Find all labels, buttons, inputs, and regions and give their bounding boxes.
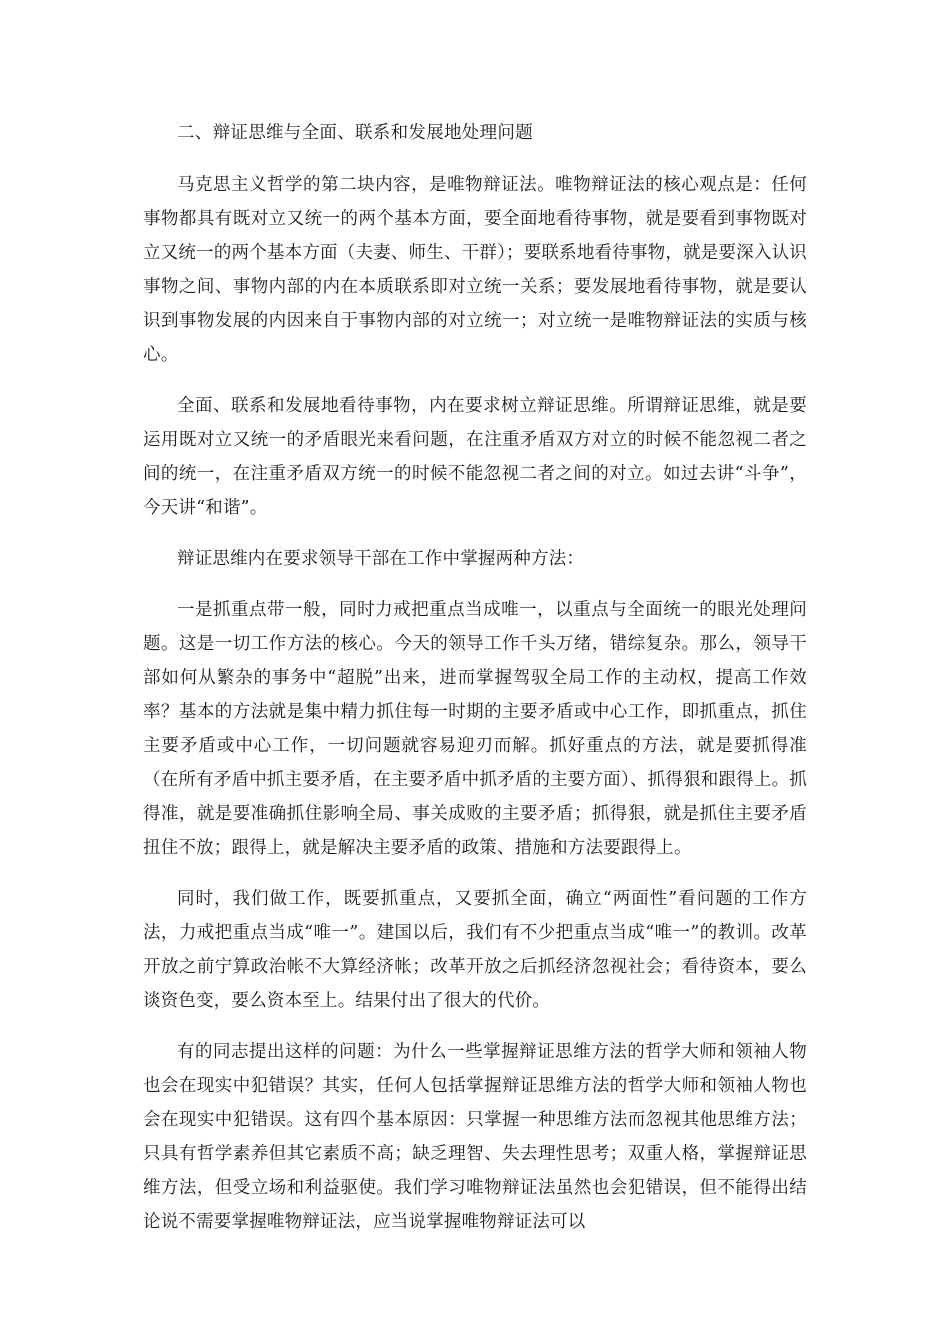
paragraph-method-two: 同时，我们做工作，既要抓重点，又要抓全面，确立“两面性”看问题的工作方法，力戒把重点当成“唯一”。建国以后，我们有不少把重点当成“唯一”的教训。改革开放之前宁算政治帐不大算经济帐；改革开放之后抓经济忽视社会；看待资本，要么谈资色变，要么资本至上。结果付出了很大的代价。 bbox=[143, 889, 807, 1011]
paragraph-dialectical-thinking: 全面、联系和发展地看待事物，内在要求树立辩证思维。所谓辩证思维，就是要运用既对立又统一的矛盾眼光来看问题，在注重矛盾双方对立的时候不能忽视二者之间的统一，在注重矛盾双方统一的时候不能忽视二者之间的对立。如过去讲“斗争”，今天讲“和谐”。 bbox=[143, 396, 807, 518]
paragraph-method-one: 一是抓重点带一般，同时力戒把重点当成唯一，以重点与全面统一的眼光处理问题。这是一切工作方法的核心。今天的领导工作千头万绪，错综复杂。那么，领导干部如何从繁杂的事务中“超脱”出来，进而掌握驾驭全局工作的主动权，提高工作效率？基本的方法就是集中精力抓住每一时期的主要矛盾或中心工作，即抓重点，抓住主要矛盾或中心工作，一切问题就容易迎刃而解。抓好重点的方法，就是要抓得准（在所有矛盾中抓主要矛盾，在主要矛盾中抓矛盾的主要方面）、抓得狠和跟得上。抓得准，就是要准确抓住影响全局、事关成败的主要矛盾；抓得狠，就是抓住主要矛盾扭住不放；跟得上，就是解决主要矛盾的政策、措施和方法要跟得上。 bbox=[143, 600, 807, 858]
section-heading: 二、辩证思维与全面、联系和发展地处理问题 bbox=[177, 123, 533, 143]
document-page bbox=[143, 116, 807, 1256]
paragraph-materialist-dialectics: 马克思主义哲学的第二块内容，是唯物辩证法。唯物辩证法的核心观点是：任何事物都具有既对立又统一的两个基本方面，要全面地看待事物，就是要看到事物既对立又统一的两个基本方面（夫妻、师生、干群）；要联系地看待事物，就是要深入认识事物之间、事物内部的内在本质联系即对立统一关系；要发展地看待事物，就是要认识到事物发展的内因来自于事物内部的对立统一；对立统一是唯物辩证法的实质与核心。 bbox=[143, 175, 807, 365]
paragraph-two-methods-intro: 辩证思维内在要求领导干部在工作中掌握两种方法： bbox=[177, 549, 585, 569]
paragraph-why-mistakes: 有的同志提出这样的问题：为什么一些掌握辩证思维方法的哲学大师和领袖人物也会在现实中犯错误？其实，任何人包括掌握辩证思维方法的哲学大师和领袖人物也会在现实中犯错误。这有四个基本原因：只掌握一种思维方法而忽视其他思维方法；只具有哲学素养但其它素质不高；缺乏理智、失去理性思考；双重人格，掌握辩证思维方法，但受立场和利益驱使。我们学习唯物辩证法虽然也会犯错误，但不能得出结论说不需要掌握唯物辩证法，应当说掌握唯物辩证法可以 bbox=[143, 1042, 807, 1232]
